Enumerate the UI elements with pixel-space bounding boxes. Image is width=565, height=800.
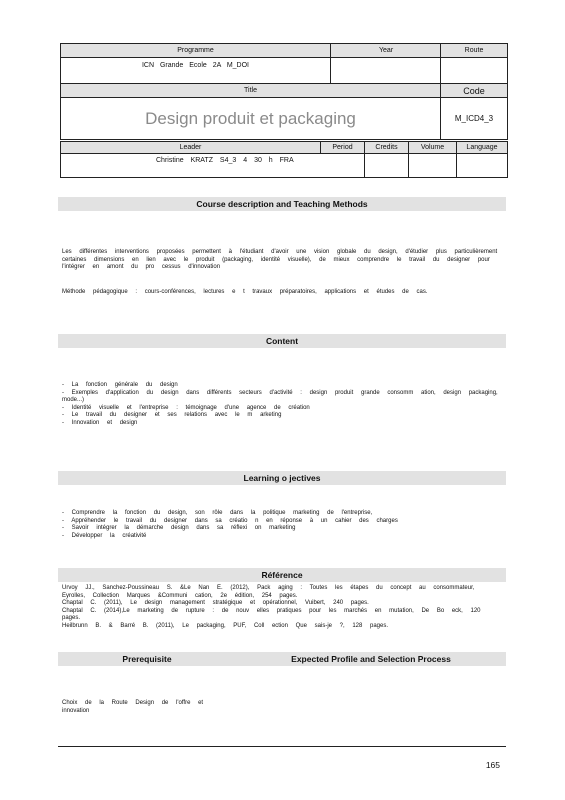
objective-item: - Comprendre la fonction du design, son rôle dans la politique marketing de l'entreprise, [62,510,373,516]
course-title [61,98,441,140]
course-code: M_ICD4_3 [441,98,508,140]
teaching-method-text: Méthode pédagogique : cours-conférences, lectures e t travaux préparatoires, applications et études de cas. [62,289,428,295]
objective-item: - Appréhender le travail du designer dans sa créatio n en réponse à un cahier des charges [62,517,398,524]
route-value [441,58,508,84]
reference-item: Chaptal C. (2011), Le design management stratégique et opérationnel, Vuibert, 240 pages. [62,600,369,606]
code-label: Code [441,84,508,98]
content-heading: Content [58,334,506,348]
course-description-heading: Course description and Teaching Methods [58,197,506,211]
credits-value [365,154,409,178]
programme-label: Programme [61,44,331,58]
reference-list [62,585,502,630]
learning-objectives-heading: Learning o jectives [58,471,506,485]
reference-heading: Référence [58,568,506,582]
language-label: Language [457,142,508,154]
route-label: Route [441,44,508,58]
prerequisite-text: Choix de la Route Design de l'offre et innovation [62,700,204,714]
reference-item: Heilbrunn B. & Barré B. (2011), Le packaging, PUF, Coll ection Que sais-je ?, 128 pages. [62,622,389,629]
footer-divider [58,746,506,747]
credits-label: Credits [365,142,409,154]
objective-item: - Savoir intégrer la démarche design dans sa réflexi on marketing [62,525,296,531]
period-label: Period [321,142,365,154]
programme-value: ICN Grande Ecole 2A M_DOI [61,58,331,84]
leader-label: Leader [61,142,321,154]
content-item: - Exemples d'application du design dans différents secteurs d'activité : design produit grande consomm ation, design packaging, mode...) [62,389,498,403]
leader-table [60,141,508,178]
prerequisite-heading: Prerequisite [122,654,172,664]
content-item: - Le travail du designer et ses relations avec le m arketing [62,412,282,418]
expected-profile-heading: Expected Profile and Selection Process [291,654,451,664]
year-label: Year [331,44,441,58]
volume-value [409,154,457,178]
language-value [457,154,508,178]
content-item: - Identité visuelle et l'entreprise : témoignage d'une agence de création [62,404,310,411]
year-value [331,58,441,84]
objective-item: - Développer la créativité [62,532,147,539]
content-item: - Innovation et design [62,419,138,426]
reference-item: Chaptal C. (2014),Le marketing de rupture : de nouv elles pratiques pour les marchés en mutation, De Bo eck, 120 pages. [62,607,481,621]
content-list [62,382,502,427]
volume-label: Volume [409,142,457,154]
title-label: Title [61,84,441,98]
page-number: 165 [485,760,500,770]
course-header-table [60,43,508,140]
content-item: - La fonction générale du design [62,382,178,388]
prerequisite-bar [58,652,506,666]
course-title-text: Design produit et packaging [145,108,356,128]
leader-value: Christine KRATZ S4_3 4 30 h FRA [61,154,365,178]
reference-item: Urvoy JJ., Sanchez-Poussineau S. &Le Nan E. (2012), Pack aging : Toutes les étapes du concept au consommateur, Eyrolles, Collection Marques &Communi cation, 2e édition, 254 pages. [62,585,475,599]
course-description-text: Les différentes interventions proposées permettent à l'étudiant d'avoir une vision globale du design, d'étudier plus particulièrement certaines dimensions en lien avec le produit (packaging, identité visuelle), de mieux comprendre le travail du designer pour l'intégrer en amont du pro cessus d'innovation [62,249,498,270]
learning-objectives-list [62,510,502,540]
